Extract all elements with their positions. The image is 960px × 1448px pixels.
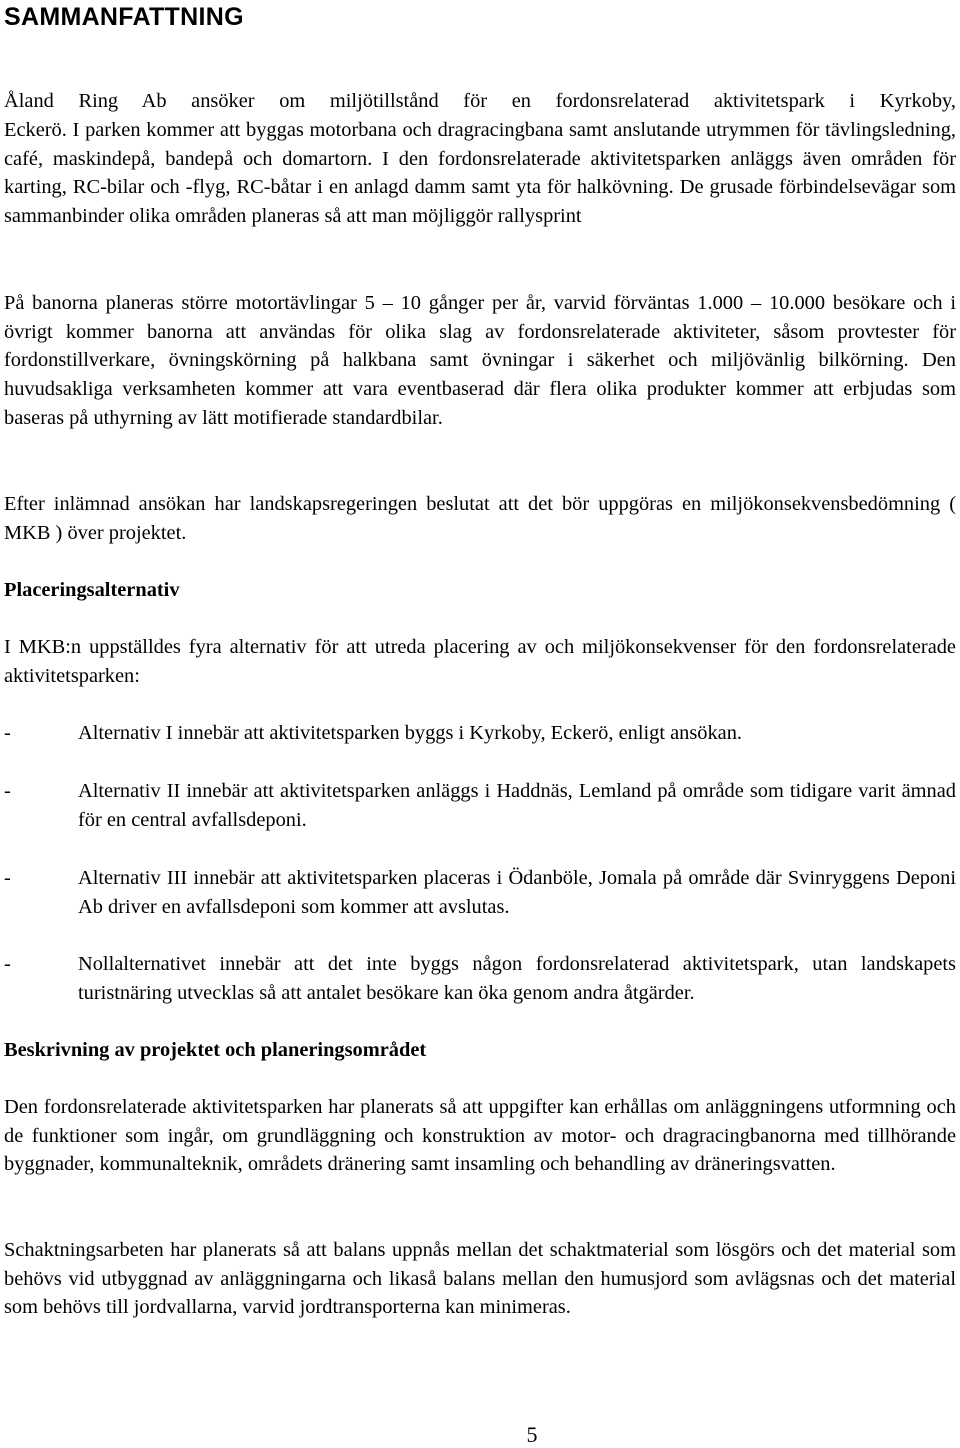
list-item-text: Alternativ II innebär att aktivitetsparken anläggs i Haddnäs, Lemland på område som tidigare varit ämnad för en central avfallsdeponi. (78, 780, 956, 831)
summary-paragraph-1-line-1: Åland Ring Ab ansöker om miljötillstånd för en fordonsrelaterad aktivitetspark i Kyrkoby, (4, 90, 956, 112)
list-item-text: Alternativ I innebär att aktivitetsparken byggs i Kyrkoby, Eckerö, enligt ansökan. (78, 722, 743, 744)
list-item-text: Nollalternativet innebär att det inte byggs någon fordonsrelaterad aktivitetspark, utan landskapets turistnäring utvecklas så att antalet besökare kan öka genom andra åtgärder. (78, 953, 956, 1004)
summary-paragraph-2: På banorna planeras större motortävlingar 5 – 10 gånger per år, varvid förväntas 1.000 – 10.000 besökare och i övrigt kommer banorna att användas för olika slag av fordonsrelaterade aktiviteter, såsom provtester för fordonstillverkare, övningskörning på halkbana samt övningar i säkerhet och miljövänlig bilkörning. Den huvudsakliga verksamheten kommer att vara eventbaserad där flera olika produkter kommer att erbjudas som baseras på uthyrning av lätt motifierade standardbilar. (4, 292, 956, 429)
list-item (4, 719, 956, 748)
page-title: SAMMANFATTNING (4, 3, 244, 31)
list-item (4, 777, 956, 834)
summary-paragraph-1-rest: Eckerö. I parken kommer att byggas motorbana och dragracingbana samt anslutande utrymmen för tävlingsledning, café, maskindepå, bandepå och domartorn. I den fordonsrelaterade aktivitetsparken anläggs även områden för karting, RC-bilar och -flyg, RC-båtar i en anlagd damm samt yta för halkövning. De grusade förbindelsevägar som sammanbinder olika områden planeras så att man möjliggör rallysprint (4, 119, 956, 228)
beskrivning-paragraph-2: Schaktningsarbeten har planerats så att balans uppnås mellan det schaktmaterial som lösgörs och det material som behövs vid utbyggnad av anläggningarna och likaså balans mellan den humusjord som avlägsnas och det material som behövs till jordvallarna, varvid jordtransporterna kan minimeras. (4, 1239, 956, 1319)
page-number: 5 (526, 1422, 538, 1447)
list-item (4, 864, 956, 921)
list-dash: - (4, 780, 11, 802)
section-heading-placering: Placeringsalternativ (4, 579, 180, 601)
beskrivning-paragraph-1: Den fordonsrelaterade aktivitetsparken har planerats så att uppgifter kan erhållas om anläggningens utformning och de funktioner som ingår, om grundläggning och konstruktion av motor- och dragracingbanorna med tillhörande byggnader, kommunalteknik, områdets dränering samt insamling och behandling av dräneringsvatten. (4, 1096, 956, 1176)
section-heading-beskrivning: Beskrivning av projektet och planeringsområdet (4, 1039, 427, 1061)
list-item-text: Alternativ III innebär att aktivitetsparken placeras i Ödanböle, Jomala på område där Svinryggens Deponi Ab driver en avfallsdeponi som kommer att avslutas. (78, 867, 956, 918)
list-dash: - (4, 722, 11, 744)
list-dash: - (4, 867, 11, 889)
placering-intro: I MKB:n uppställdes fyra alternativ för att utreda placering av och miljökonsekvenser för den fordonsrelaterade aktivitetsparken: (4, 636, 956, 687)
summary-paragraph-3: Efter inlämnad ansökan har landskapsregeringen beslutat att det bör uppgöras en miljökonsekvensbedömning ( MKB ) över projektet. (4, 493, 956, 544)
list-dash: - (4, 953, 11, 975)
list-item (4, 950, 956, 1007)
